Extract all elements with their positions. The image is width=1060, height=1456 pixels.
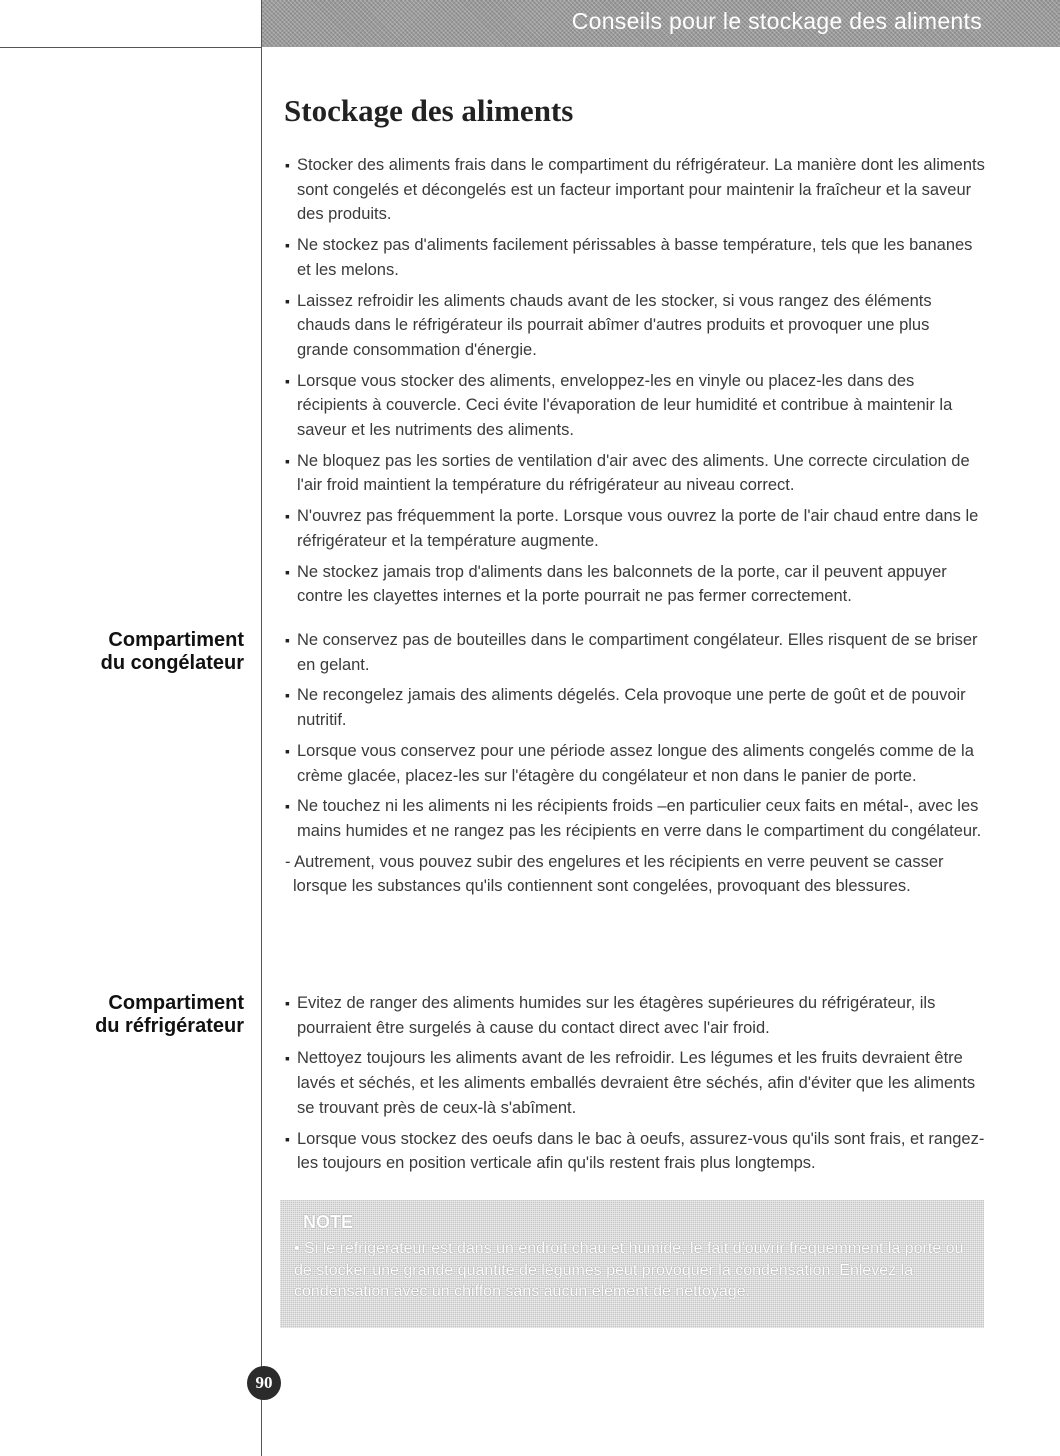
page-title: Stockage des aliments [284, 93, 574, 128]
bullet-icon: ▪ [285, 452, 290, 469]
bullet-icon: ▪ [285, 508, 290, 525]
general-tips-list [285, 153, 985, 615]
list-item: ▪ N'ouvrez pas fréquemment la porte. Lorsque vous ouvrez la porte de l'air chaud entre dans le réfrigérateur et la température augmente. [285, 504, 985, 553]
header-rule [0, 47, 262, 48]
list-item: ▪ Nettoyez toujours les aliments avant de les refroidir. Les légumes et les fruits devraient être lavés et séchés, et les aliments emballés devraient être séchés, afin d'éviter que les aliments se trouvant près de ceux-là s'abîment. [285, 1046, 985, 1120]
bullet-icon: ▪ [285, 632, 290, 648]
list-item: ▪ Ne recongelez jamais des aliments dégelés. Cela provoque une perte de goût et de pouvoir nutritif. [285, 683, 985, 732]
list-item: ▪ Ne stockez jamais trop d'aliments dans les balconnets de la porte, car il peuvent appuyer contre les clayettes internes et la porte pourrait ne pas fermer correctement. [285, 560, 985, 609]
list-item: ▪ Lorsque vous conservez pour une période assez longue des aliments congelés comme de la crème glacée, placez-les sur l'étagère du congélateur et non dans le panier de porte. [285, 739, 985, 788]
bullet-icon: ▪ [285, 157, 290, 173]
bullet-icon: ▪ [285, 1050, 290, 1067]
freezer-section-label: Compartiment du congélateur [100, 629, 244, 674]
list-item: ▪ Ne touchez ni les aliments ni les récipients froids –en particulier ceux faits en métal-, avec les mains humides et ne rangez pas les récipients en verre dans le compartiment du congélateur. [285, 794, 985, 843]
header-title: Conseils pour le stockage des aliments [571, 8, 982, 34]
bullet-icon: ▪ [285, 563, 290, 580]
note-text: • Si le réfrigérateur est dans un endroit chau et humide, le fait d'ouvrir fréquemment la porte ou de stocker une grande quantité de légumes peut provoquer la condensation. Enlevez la condensation avec un chiffon sans aucun élément de nettoyage. [294, 1240, 964, 1300]
fridge-section-label: Compartiment du réfrigérateur [95, 992, 244, 1037]
list-item: ▪ Lorsque vous stocker des aliments, enveloppez-les en vinyle ou placez-les dans des récipients à couvercle. Ceci évite l'évaporation de leur humidité et contribue à maintenir la saveur et les nutriments des aliments. [285, 369, 985, 443]
vertical-divider [261, 0, 262, 1456]
fridge-tips-list [285, 991, 985, 1182]
list-item: ▪ Ne bloquez pas les sorties de ventilation d'air avec des aliments. Une correcte circulation de l'air froid maintient la température du réfrigérateur au niveau correct. [285, 449, 985, 498]
bullet-icon: ▪ [285, 798, 290, 815]
list-item: ▪ Laissez refroidir les aliments chauds avant de les stocker, si vous rangez des éléments chauds dans le réfrigérateur ils pourrait abîmer d'autres produits et provoquer une plus grande consommation d'énergie. [285, 289, 985, 363]
bullet-icon: ▪ [285, 742, 290, 759]
header-band [262, 0, 1060, 47]
warning-text: - Autrement, vous pouvez subir des engelures et les récipients en verre peuvent se casser lorsque les substances qu'ils contiennent sont congelées, provoquant des blessures. [285, 852, 944, 896]
list-item: ▪ Evitez de ranger des aliments humides sur les étagères supérieures du réfrigérateur, ils pourraient être surgelés à cause du contact direct avec l'air froid. [285, 991, 985, 1040]
note-box [280, 1200, 984, 1328]
freezer-tips-list [285, 628, 985, 905]
bullet-icon: ▪ [285, 1130, 290, 1147]
bullet-icon: ▪ [285, 372, 290, 389]
list-item: ▪ Lorsque vous stockez des oeufs dans le bac à oeufs, assurez-vous qu'ils sont frais, et rangez-les toujours en position verticale afin qu'ils restent frais plus longtemps. [285, 1127, 985, 1176]
note-title: NOTE [303, 1212, 354, 1232]
bullet-icon: ▪ [285, 237, 290, 254]
list-item: ▪ Ne stockez pas d'aliments facilement périssables à basse température, tels que les bananes et les melons. [285, 233, 985, 282]
bullet-icon: ▪ [285, 687, 290, 704]
bullet-icon: ▪ [285, 292, 290, 309]
bullet-icon: ▪ [285, 995, 290, 1011]
list-item: ▪ Ne conservez pas de bouteilles dans le compartiment congélateur. Elles risquent de se briser en gelant. [285, 628, 985, 677]
list-item: ▪ Stocker des aliments frais dans le compartiment du réfrigérateur. La manière dont les aliments sont congelés et décongelés est un facteur important pour maintenir la fraîcheur et la saveur des produits. [285, 153, 985, 227]
page-number-badge: 90 [247, 1366, 281, 1400]
